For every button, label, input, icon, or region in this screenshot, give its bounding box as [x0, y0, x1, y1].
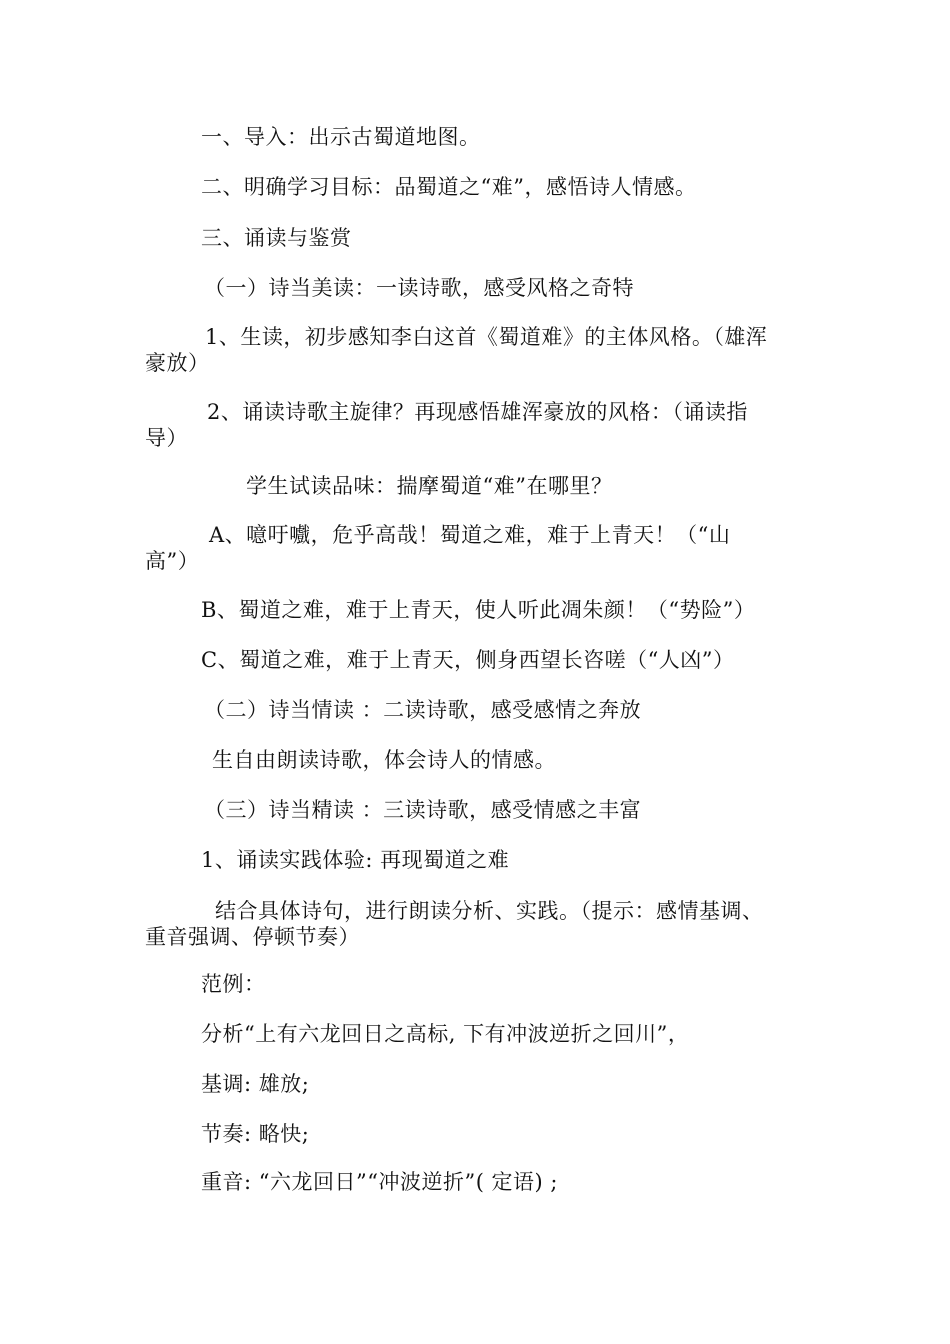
example-label: 范例： — [201, 972, 266, 996]
free-reading-note: 生自由朗读诗歌，体会诗人的情感。 — [212, 748, 556, 772]
paragraph-item-1-line-2: 豪放） — [145, 351, 210, 375]
section-goals: 二、明确学习目标：品蜀道之“难”，感悟诗人情感。 — [201, 175, 697, 199]
student-try-reading: 学生试读品味：揣摩蜀道“难”在哪里？ — [246, 474, 613, 498]
example-b: B、蜀道之难，难于上青天，使人听此凋朱颜！（“势险”） — [201, 598, 756, 622]
section-reading-heading: 三、诵读与鉴赏 — [201, 226, 352, 250]
rhythm-line: 节奏: 略快; — [201, 1122, 310, 1146]
analysis-line: 分析“上有六龙回日之高标, 下有冲波逆折之回川”， — [201, 1022, 690, 1046]
section-intro: 一、导入：出示古蜀道地图。 — [201, 125, 481, 149]
tone-line: 基调: 雄放; — [201, 1072, 310, 1096]
paragraph-practice-line-2: 重音强调、停顿节奏） — [145, 925, 360, 949]
paragraph-item-1-line-1: 1、生读，初步感知李白这首《蜀道难》的主体风格。（雄浑 — [205, 325, 768, 349]
paragraph-example-a — [145, 522, 810, 574]
paragraph-item-1 — [145, 324, 810, 376]
subsection-three-heading: （三）诗当精读 ：三读诗歌，感受情感之丰富 — [204, 798, 642, 822]
paragraph-practice — [145, 898, 810, 950]
stress-line: 重音: “六龙回日”“冲波逆折”( 定语) ; — [201, 1170, 559, 1194]
practice-heading: 1、诵读实践体验: 再现蜀道之难 — [201, 848, 510, 872]
subsection-one-heading: （一）诗当美读：一读诗歌，感受风格之奇特 — [204, 276, 634, 300]
paragraph-example-a-line-2: 高”） — [145, 549, 200, 573]
example-c: C、蜀道之难，难于上青天，侧身西望长咨嗟（“人凶”） — [201, 648, 735, 672]
paragraph-item-2-line-1: 2、诵读诗歌主旋律？再现感悟雄浑豪放的风格：（诵读指 — [207, 400, 748, 424]
paragraph-item-2 — [145, 399, 810, 451]
paragraph-item-2-line-2: 导） — [145, 426, 188, 450]
subsection-two-heading: （二）诗当情读 ：二读诗歌，感受感情之奔放 — [204, 698, 642, 722]
paragraph-example-a-line-1: A、噫吁嚱，危乎高哉！蜀道之难，难于上青天！（“山 — [209, 523, 731, 547]
paragraph-practice-line-1: 结合具体诗句，进行朗读分析、实践。（提示：感情基调、 — [215, 899, 764, 923]
